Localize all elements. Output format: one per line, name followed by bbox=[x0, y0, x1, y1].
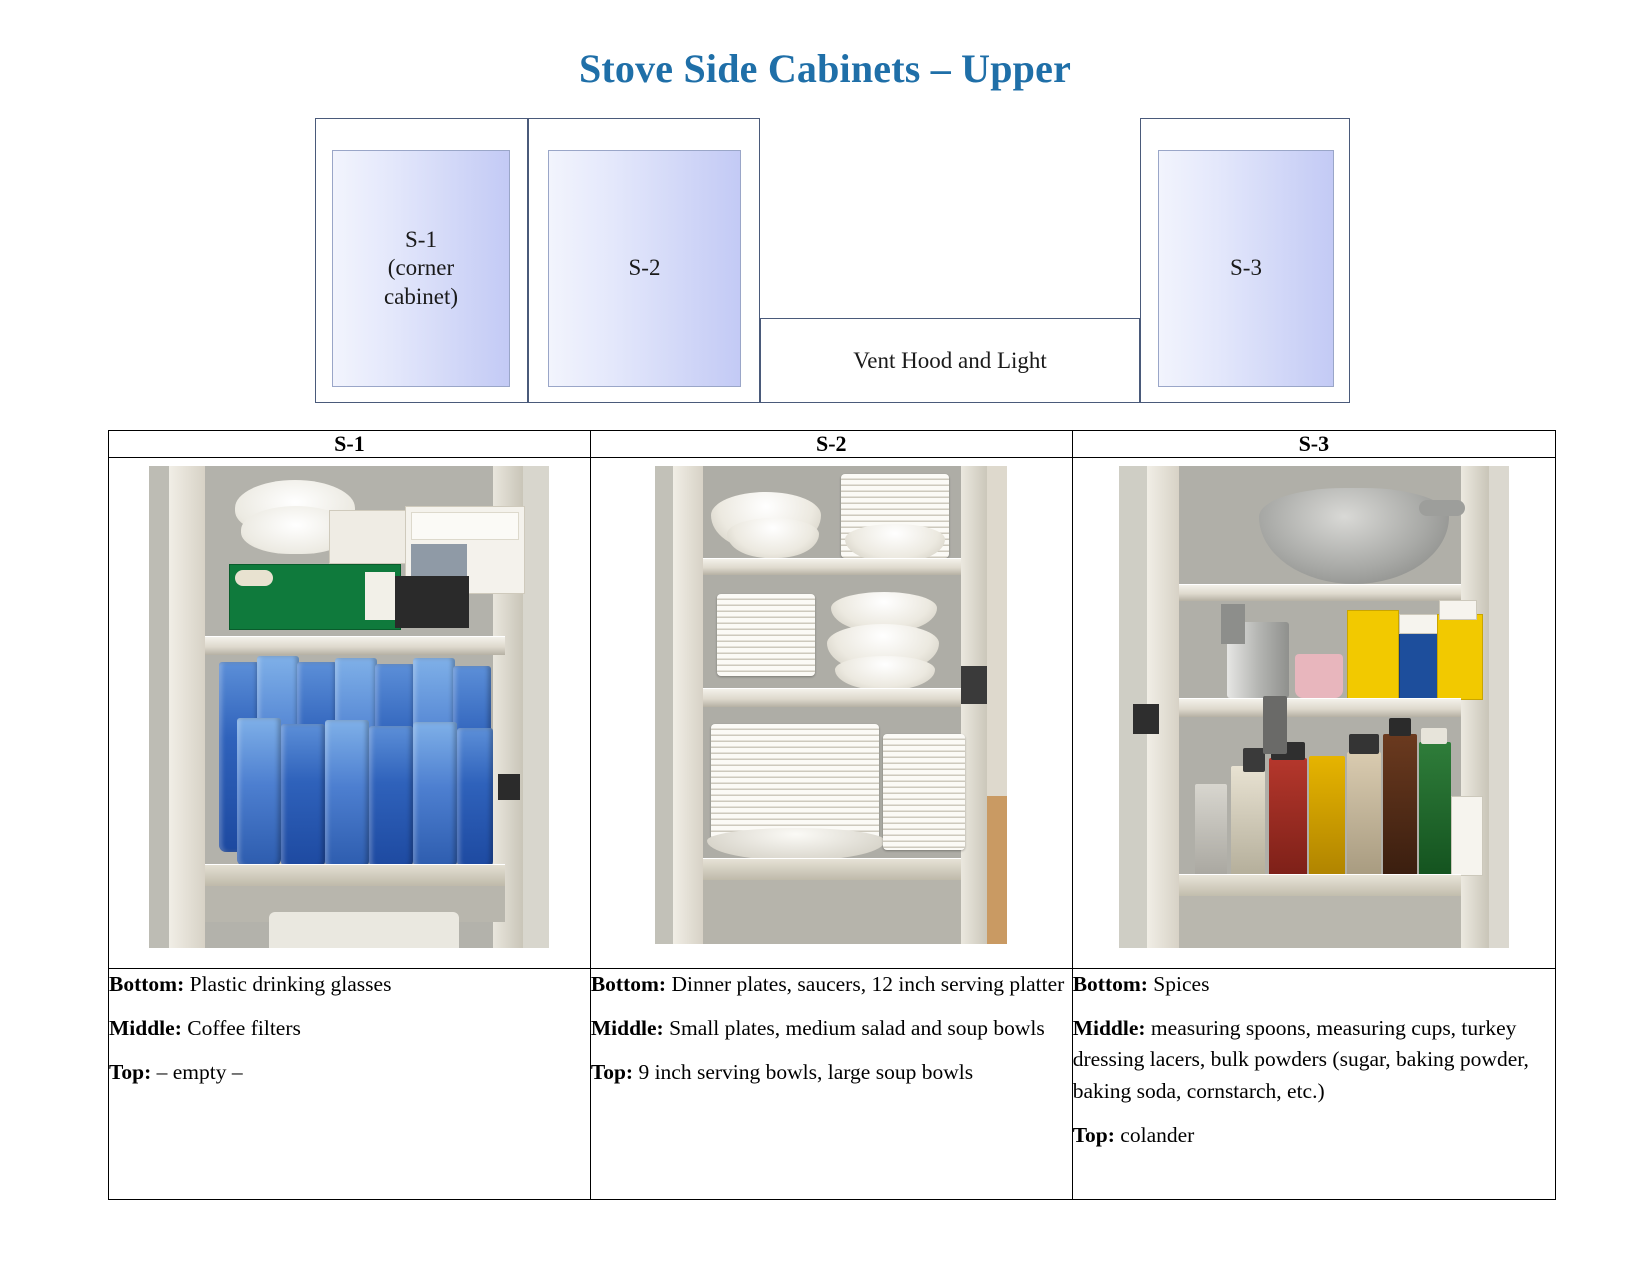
vent-hood-box bbox=[760, 318, 1140, 403]
cabinet-contents-table bbox=[108, 430, 1556, 1200]
description-cell-s2 bbox=[590, 969, 1072, 1200]
shelf-text-top-s3: colander bbox=[1114, 1122, 1195, 1147]
description-cell-s1 bbox=[109, 969, 591, 1200]
shelf-row-top-s2 bbox=[591, 1057, 1072, 1088]
cabinet-box-s2-label: S-2 bbox=[628, 255, 661, 281]
shelf-row-bottom-s3 bbox=[1073, 969, 1555, 1000]
shelf-text-middle-s2: Small plates, medium salad and soup bowls bbox=[663, 1016, 1045, 1041]
photo-cell-s2 bbox=[590, 458, 1072, 969]
shelf-label-top-s3: Top: bbox=[1072, 1122, 1115, 1147]
shelf-row-top-s3 bbox=[1073, 1120, 1555, 1151]
shelf-label-bottom-s2: Bottom: bbox=[590, 972, 667, 996]
shelf-text-bottom-s3: Spices bbox=[1147, 972, 1210, 996]
page-title: Stove Side Cabinets – Upper bbox=[578, 46, 1072, 91]
shelf-label-middle-s1: Middle: bbox=[109, 1016, 182, 1041]
column-header-s3: S-3 bbox=[1072, 431, 1555, 458]
cabinet-photo-s2 bbox=[655, 466, 1007, 944]
table-header-row bbox=[109, 431, 1556, 458]
photo-cell-s3 bbox=[1072, 458, 1555, 969]
cabinet-photo-s3 bbox=[1119, 466, 1509, 948]
shelf-label-middle-s3: Middle: bbox=[1072, 1016, 1146, 1041]
photo-cell-s1 bbox=[109, 458, 591, 969]
cabinet-box-s2[interactable] bbox=[548, 150, 741, 387]
vent-hood-label: Vent Hood and Light bbox=[853, 347, 1047, 373]
shelf-label-top-s2: Top: bbox=[590, 1060, 634, 1085]
shelf-text-middle-s3: measuring spoons, measuring cups, turkey dressing lacers, bulk powders (sugar, baking powder, baking soda, cornstarch, etc.) bbox=[1072, 1016, 1529, 1103]
shelf-text-top-s2: 9 inch serving bowls, large soup bowls bbox=[633, 1060, 974, 1085]
table-description-row bbox=[109, 969, 1556, 1200]
cabinet-photo-s1 bbox=[149, 466, 549, 948]
shelf-label-bottom-s3: Bottom: bbox=[1072, 972, 1148, 996]
shelf-row-bottom-s2 bbox=[591, 969, 1072, 1000]
cabinet-box-s3-label: S-3 bbox=[1230, 255, 1262, 281]
cabinet-layout-diagram bbox=[0, 118, 1650, 388]
shelf-row-top-s1 bbox=[109, 1057, 590, 1088]
cabinet-box-s3[interactable] bbox=[1158, 150, 1334, 387]
shelf-label-middle-s2: Middle: bbox=[590, 1016, 664, 1041]
shelf-text-middle-s1: Coffee filters bbox=[181, 1016, 301, 1041]
shelf-row-middle-s3 bbox=[1073, 1013, 1555, 1107]
shelf-row-middle-s2 bbox=[591, 1013, 1072, 1044]
shelf-text-top-s1: – empty – bbox=[151, 1060, 243, 1085]
shelf-label-bottom-s1: Bottom: bbox=[109, 972, 185, 996]
shelf-row-middle-s1 bbox=[109, 1013, 590, 1044]
shelf-text-bottom-s1: Plastic drinking glasses bbox=[184, 972, 392, 996]
cabinet-box-s1-label: S-1 (corner cabinet) bbox=[383, 227, 459, 309]
cabinet-box-s1[interactable] bbox=[332, 150, 510, 387]
column-header-s1: S-1 bbox=[109, 431, 591, 458]
shelf-row-bottom-s1 bbox=[109, 969, 590, 1000]
description-cell-s3 bbox=[1072, 969, 1555, 1200]
column-header-s2: S-2 bbox=[590, 431, 1072, 458]
table-photo-row bbox=[109, 458, 1556, 969]
shelf-text-bottom-s2: Dinner plates, saucers, 12 inch serving platter bbox=[666, 972, 1065, 996]
shelf-label-top-s1: Top: bbox=[109, 1060, 152, 1085]
